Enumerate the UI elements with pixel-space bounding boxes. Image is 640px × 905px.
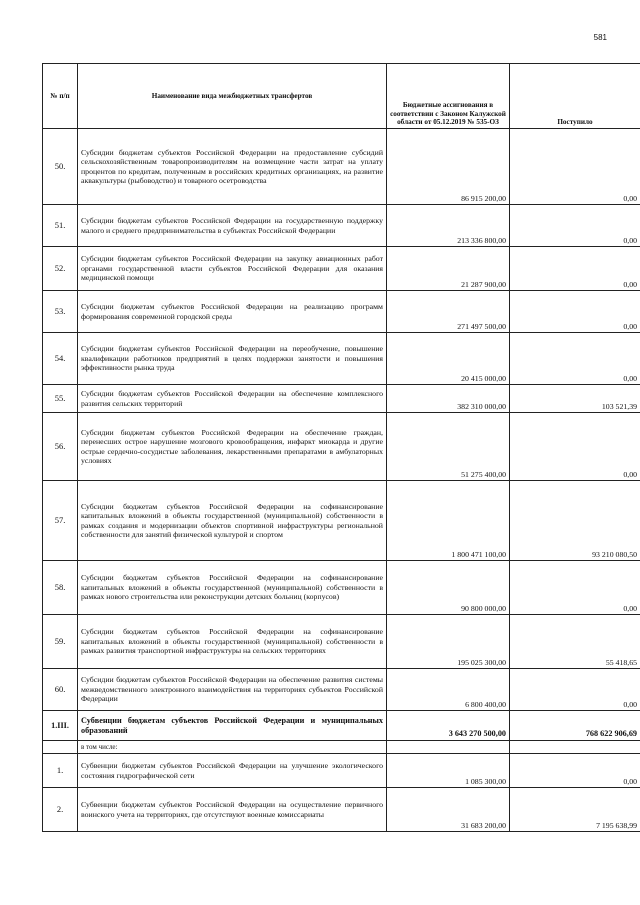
row-received: 103 521,39 — [510, 385, 640, 413]
row-num: 50. — [43, 129, 78, 205]
row-budget: 20 415 000,00 — [387, 333, 510, 385]
row-received: 0,00 — [510, 669, 640, 711]
table-row — [43, 615, 640, 669]
header-num: № п/п — [43, 64, 78, 129]
section-name: Субвенции бюджетам субъектов Российской Федерации и муниципальных образований — [78, 711, 387, 741]
row-received: 93 210 080,50 — [510, 481, 640, 561]
row-name: Субсидии бюджетам субъектов Российской Федерации на закупку авиационных работ органами государственной власти субъектов Российской Федерации для оказания медицинской помощи — [78, 247, 387, 291]
row-num: 58. — [43, 561, 78, 615]
row-name: Субсидии бюджетам субъектов Российской Федерации на обеспечение развития системы межведомственного электронного взаимодействия на территориях субъектов Российской Федерации — [78, 669, 387, 711]
header-received: Поступило — [510, 64, 640, 129]
row-received: 0,00 — [510, 333, 640, 385]
row-num: 56. — [43, 413, 78, 481]
note-text: в том числе: — [78, 741, 387, 754]
row-budget: 86 915 200,00 — [387, 129, 510, 205]
subrow-budget: 1 085 300,00 — [387, 754, 510, 788]
section-num: 1.III. — [43, 711, 78, 741]
row-num: 60. — [43, 669, 78, 711]
row-received: 0,00 — [510, 561, 640, 615]
table-row — [43, 561, 640, 615]
transfers-table — [42, 63, 640, 832]
table-row — [43, 291, 640, 333]
note-received-cell — [510, 741, 640, 754]
row-budget: 1 800 471 100,00 — [387, 481, 510, 561]
row-received: 0,00 — [510, 291, 640, 333]
table-row — [43, 669, 640, 711]
header-name: Наименование вида межбюджетных трансфертов — [78, 64, 387, 129]
row-name: Субсидии бюджетам субъектов Российской Федерации на обеспечение комплексного развития сельских территорий — [78, 385, 387, 413]
table-row — [43, 385, 640, 413]
page-number: 581 — [593, 33, 607, 42]
row-name: Субсидии бюджетам субъектов Российской Федерации на государственную поддержку малого и среднего предпринимательства в субъектах Российской Федерации — [78, 205, 387, 247]
row-num: 52. — [43, 247, 78, 291]
table-header-row — [43, 64, 640, 129]
table-row — [43, 333, 640, 385]
subrow-name: Субвенции бюджетам субъектов Российской Федерации на осуществление первичного воинского учета на территориях, где отсутствуют военные комиссариаты — [78, 788, 387, 832]
note-num-cell — [43, 741, 78, 754]
row-received: 0,00 — [510, 413, 640, 481]
row-num: 51. — [43, 205, 78, 247]
subrow-budget: 31 683 200,00 — [387, 788, 510, 832]
note-budget-cell — [387, 741, 510, 754]
subrow-num: 1. — [43, 754, 78, 788]
row-budget: 382 310 000,00 — [387, 385, 510, 413]
row-num: 55. — [43, 385, 78, 413]
table-row — [43, 413, 640, 481]
row-num: 53. — [43, 291, 78, 333]
table-row — [43, 788, 640, 832]
section-budget: 3 643 270 500,00 — [387, 711, 510, 741]
table-row — [43, 205, 640, 247]
row-received: 0,00 — [510, 205, 640, 247]
row-name: Субсидии бюджетам субъектов Российской Федерации на переобучение, повышение квалификации работников предприятий в целях поддержки занятости и повышения эффективности рынка труда — [78, 333, 387, 385]
row-budget: 195 025 300,00 — [387, 615, 510, 669]
row-name: Субсидии бюджетам субъектов Российской Федерации на софинансирование капитальных вложений в объекты государственной (муниципальной) собственности в рамках нового строительства или реконструкции детских больниц (корпусов) — [78, 561, 387, 615]
note-row — [43, 741, 640, 754]
row-received: 0,00 — [510, 129, 640, 205]
row-budget: 21 287 900,00 — [387, 247, 510, 291]
row-received: 55 418,65 — [510, 615, 640, 669]
row-budget: 271 497 500,00 — [387, 291, 510, 333]
subrow-num: 2. — [43, 788, 78, 832]
row-name: Субсидии бюджетам субъектов Российской Федерации на предоставление субсидий сельскохозяйственным товаропроизводителям на возмещение части затрат на уплату процентов по кредитам, полученным в российских кредитных организациях, на развитие аквакультуры (рыбоводство) и товарного осетроводства — [78, 129, 387, 205]
subrow-name: Субвенции бюджетам субъектов Российской Федерации на улучшение экологического состояния гидрографической сети — [78, 754, 387, 788]
row-budget: 90 800 000,00 — [387, 561, 510, 615]
table-row — [43, 129, 640, 205]
row-budget: 213 336 800,00 — [387, 205, 510, 247]
row-budget: 51 275 400,00 — [387, 413, 510, 481]
table-row — [43, 247, 640, 291]
row-num: 54. — [43, 333, 78, 385]
header-budget: Бюджетные ассигнования в соответствии с Законом Калужской области от 05.12.2019 № 535-ОЗ — [387, 64, 510, 129]
section-row — [43, 711, 640, 741]
table-row — [43, 481, 640, 561]
subrow-received: 0,00 — [510, 754, 640, 788]
row-num: 59. — [43, 615, 78, 669]
row-name: Субсидии бюджетам субъектов Российской Федерации на софинансирование капитальных вложений в объекты государственной (муниципальной) собственности в рамках создания и модернизации объектов спортивной инфраструктуры региональной собственности для занятий физической культурой и спортом — [78, 481, 387, 561]
row-name: Субсидии бюджетам субъектов Российской Федерации на реализацию программ формирования современной городской среды — [78, 291, 387, 333]
table-row — [43, 754, 640, 788]
row-num: 57. — [43, 481, 78, 561]
row-received: 0,00 — [510, 247, 640, 291]
section-received: 768 622 906,69 — [510, 711, 640, 741]
row-budget: 6 800 400,00 — [387, 669, 510, 711]
row-name: Субсидии бюджетам субъектов Российской Федерации на обеспечение граждан, перенесших острое нарушение мозгового кровообращения, инфаркт миокарда и другие острые сердечно-сосудистые заболевания, лекарственными препаратами в амбулаторных условиях — [78, 413, 387, 481]
row-name: Субсидии бюджетам субъектов Российской Федерации на софинансирование капитальных вложений в объекты государственной (муниципальной) собственности в рамках развития транспортной инфраструктуры на сельских территориях — [78, 615, 387, 669]
subrow-received: 7 195 638,99 — [510, 788, 640, 832]
